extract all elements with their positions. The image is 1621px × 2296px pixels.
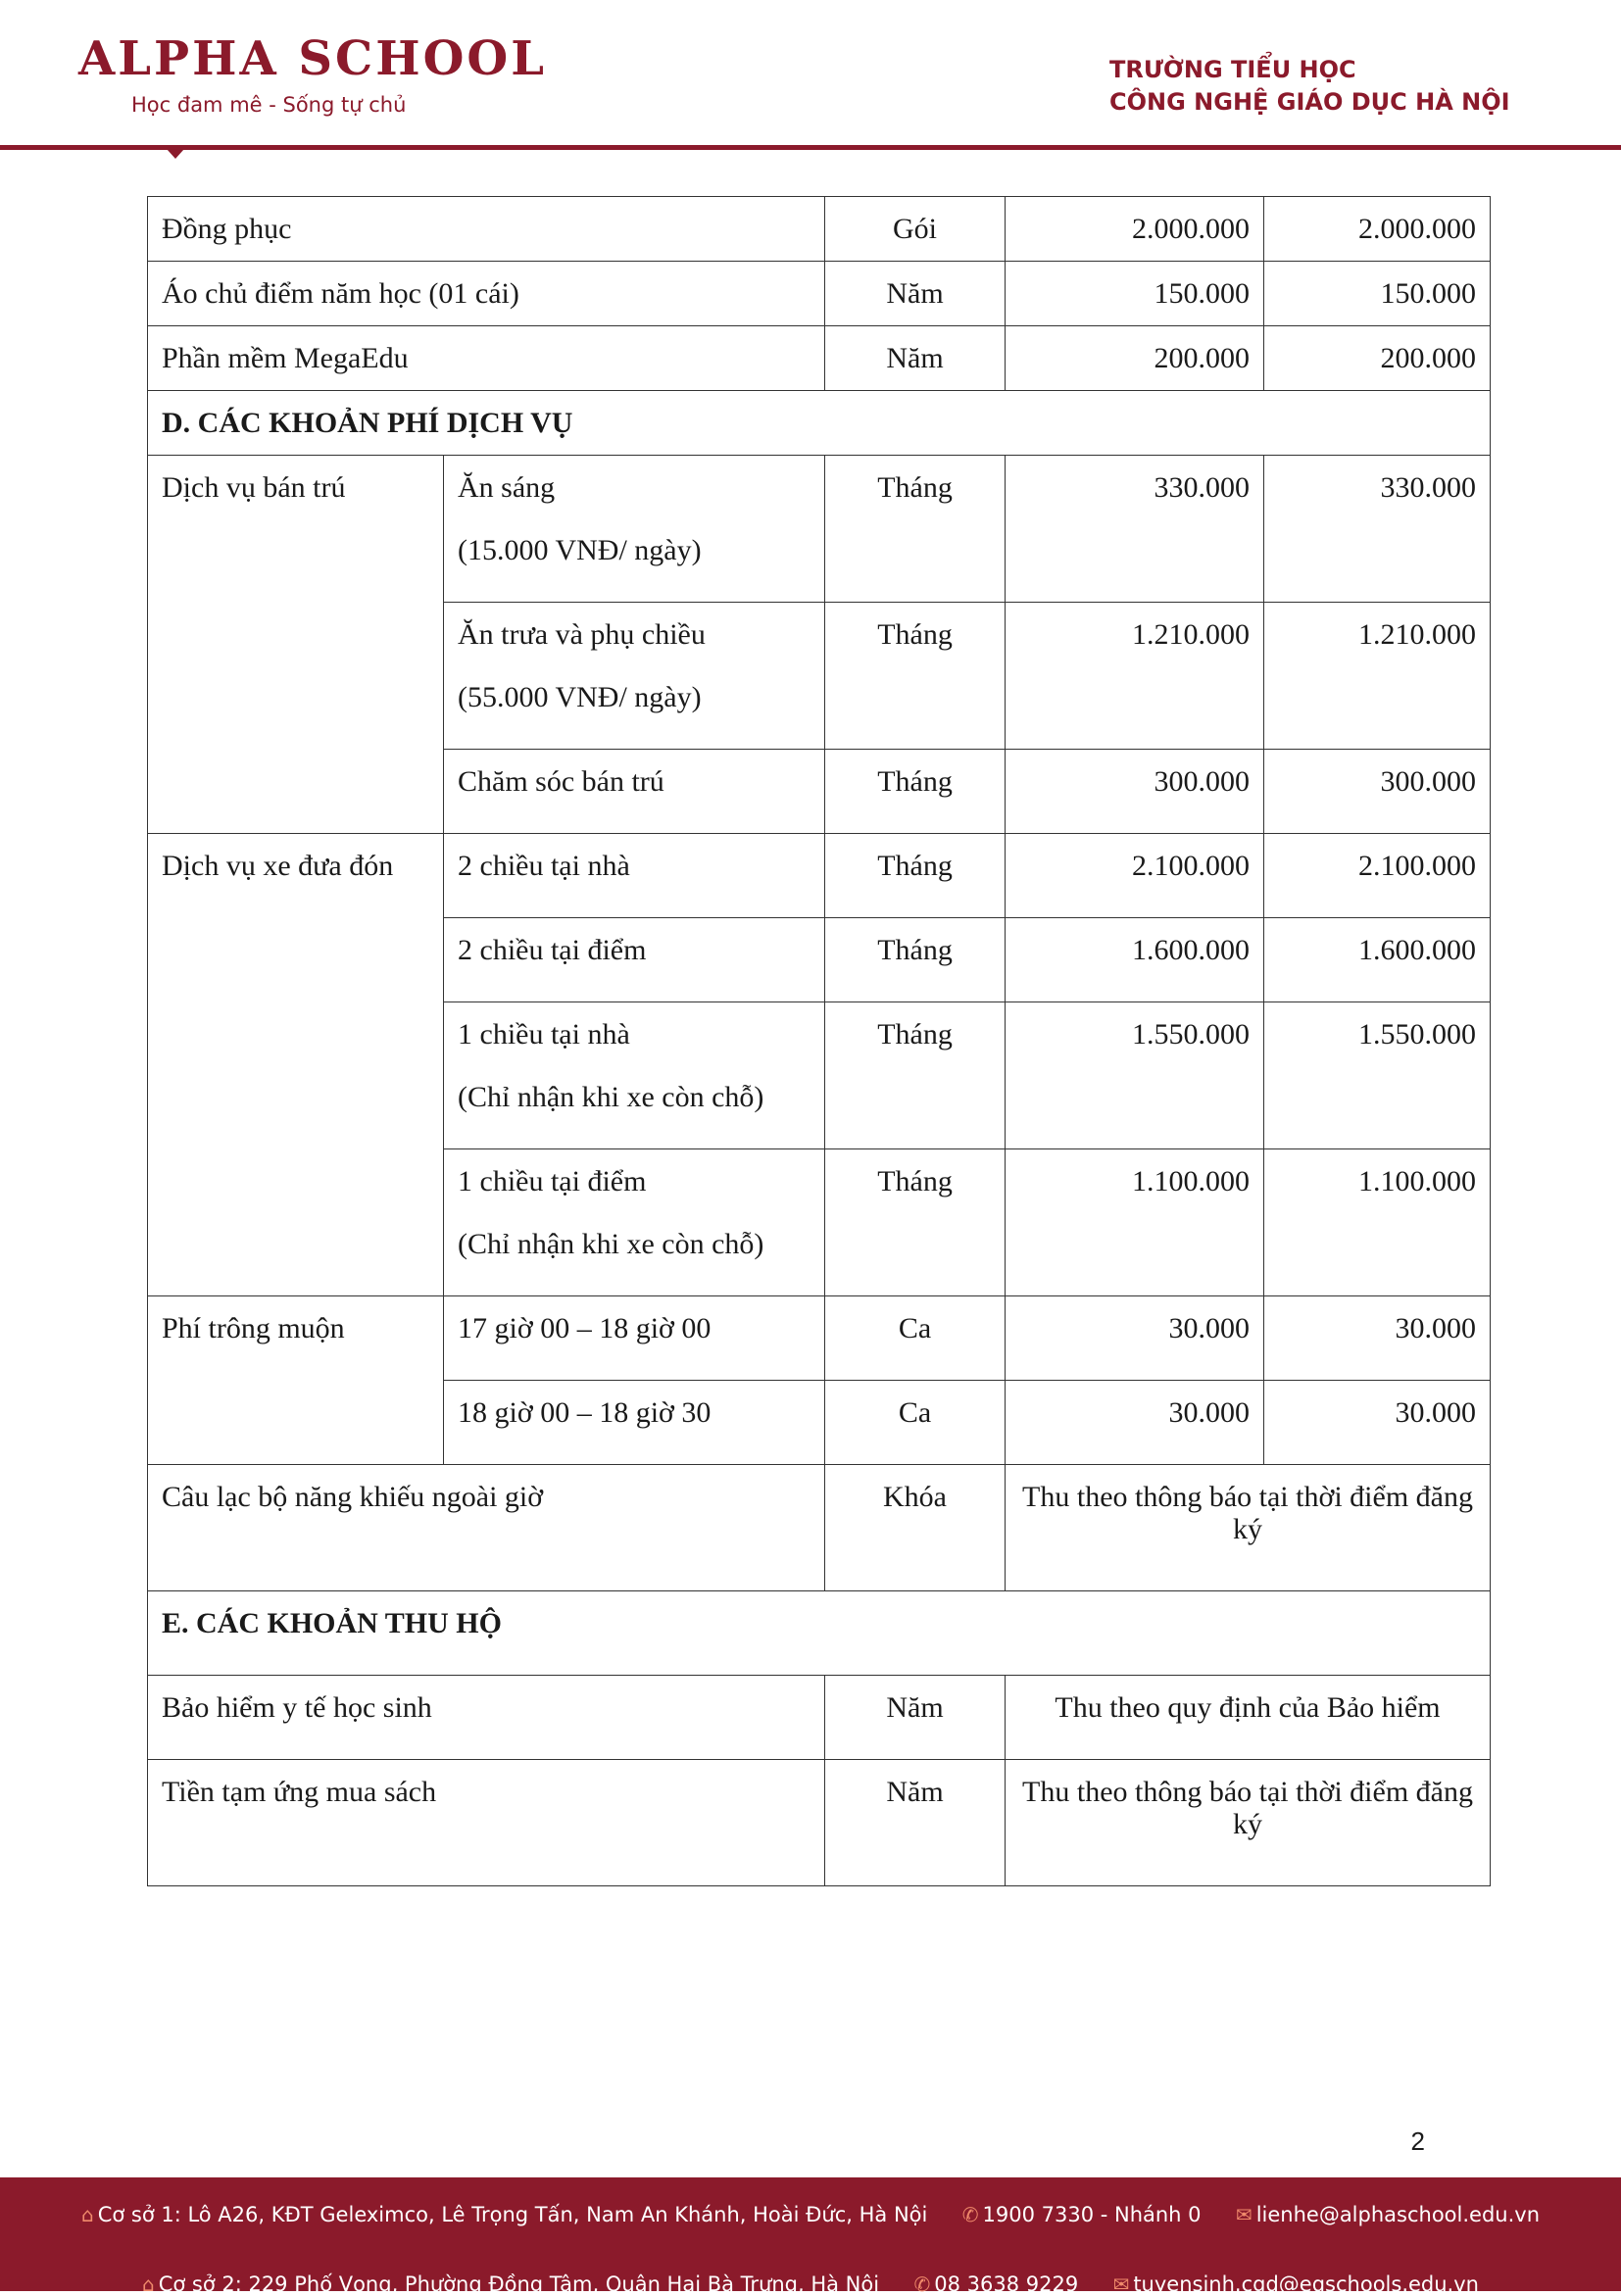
fee-group-label: Phí trông muộn [148, 1296, 444, 1465]
fee-group-label: Dịch vụ bán trú [148, 456, 444, 834]
fee-amount: 330.000 [1006, 456, 1264, 603]
fee-unit: Năm [825, 1760, 1006, 1886]
fee-item-note: (55.000 VNĐ/ ngày) [458, 681, 702, 713]
fee-item-name: 1 chiều tại điểm [458, 1165, 647, 1197]
page-number: 2 [1410, 2126, 1425, 2156]
fee-item-name: Ăn trưa và phụ chiều [458, 618, 706, 651]
fee-item-label: Chăm sóc bán trú [444, 750, 825, 834]
fee-amount: 1.100.000 [1264, 1149, 1491, 1296]
table-row [148, 1465, 1491, 1591]
fee-amount: 2.100.000 [1264, 834, 1491, 918]
table-row [148, 197, 1491, 262]
fee-unit: Năm [825, 1676, 1006, 1760]
campus-1-email[interactable]: lienhe@alphaschool.edu.vn [1255, 2203, 1541, 2226]
campus-2-phone: 08 3638 9229 [934, 2272, 1079, 2296]
school-name-line-1: TRƯỜNG TIỂU HỌC [1109, 56, 1356, 83]
section-heading-d: D. CÁC KHOẢN PHÍ DỊCH VỤ [148, 391, 1491, 456]
fee-item-label: Bảo hiểm y tế học sinh [148, 1676, 825, 1760]
school-name-line-2: CÔNG NGHỆ GIÁO DỤC HÀ NỘI [1109, 88, 1510, 116]
table-row [148, 262, 1491, 326]
fee-item-label: 2 chiều tại điểm [444, 918, 825, 1002]
footer-campus-1-line [0, 2203, 1621, 2226]
fee-unit: Khóa [825, 1465, 1006, 1591]
fee-unit: Ca [825, 1381, 1006, 1465]
table-row [148, 326, 1491, 391]
fee-item-note: (Chỉ nhận khi xe còn chỗ) [458, 1081, 764, 1113]
fee-amount: 150.000 [1264, 262, 1491, 326]
section-row [148, 1591, 1491, 1676]
fee-amount: 30.000 [1006, 1296, 1264, 1381]
header-divider [0, 145, 1621, 150]
fee-amount: 1.100.000 [1006, 1149, 1264, 1296]
fee-item-label: Phần mềm MegaEdu [148, 326, 825, 391]
fee-item-label [444, 603, 825, 750]
fee-amount: 2.000.000 [1264, 197, 1491, 262]
school-slogan: Học đam mê - Sống tự chủ [131, 93, 407, 117]
school-logo-name: ALPHA SCHOOL [78, 31, 547, 86]
fee-item-note: (Chỉ nhận khi xe còn chỗ) [458, 1228, 764, 1260]
fee-amount: 1.210.000 [1264, 603, 1491, 750]
fee-item-label [444, 456, 825, 603]
fee-note: Thu theo thông báo tại thời điểm đăng ký [1006, 1465, 1491, 1591]
fee-amount: 1.550.000 [1264, 1002, 1491, 1149]
fee-amount: 1.600.000 [1264, 918, 1491, 1002]
mail-icon: ✉ [1112, 2272, 1130, 2296]
fee-item-name: 1 chiều tại nhà [458, 1018, 630, 1050]
table-row [148, 456, 1491, 603]
mail-icon: ✉ [1235, 2203, 1253, 2226]
fee-amount: 1.600.000 [1006, 918, 1264, 1002]
fee-item-name: Ăn sáng [458, 471, 556, 504]
fee-amount: 150.000 [1006, 262, 1264, 326]
table-row [148, 1760, 1491, 1886]
section-row [148, 391, 1491, 456]
fee-item-label: Tiền tạm ứng mua sách [148, 1760, 825, 1886]
fee-item-label: 2 chiều tại nhà [444, 834, 825, 918]
fee-unit: Tháng [825, 1002, 1006, 1149]
fee-amount: 330.000 [1264, 456, 1491, 603]
fee-table [147, 196, 1491, 1886]
fee-amount: 2.000.000 [1006, 197, 1264, 262]
fee-item-note: (15.000 VNĐ/ ngày) [458, 534, 702, 566]
fee-note: Thu theo thông báo tại thời điểm đăng ký [1006, 1760, 1491, 1886]
section-heading-e: E. CÁC KHOẢN THU HỘ [148, 1591, 1491, 1676]
fee-item-label: 18 giờ 00 – 18 giờ 30 [444, 1381, 825, 1465]
home-icon: ⌂ [80, 2203, 94, 2226]
fee-amount: 300.000 [1264, 750, 1491, 834]
fee-amount: 200.000 [1264, 326, 1491, 391]
footer-campus-2-line [0, 2272, 1621, 2296]
campus-1-address: Cơ sở 1: Lô A26, KĐT Geleximco, Lê Trọng Tấn, Nam An Khánh, Hoài Đức, Hà Nội [97, 2203, 928, 2226]
fee-unit: Gói [825, 197, 1006, 262]
phone-icon: ✆ [961, 2203, 979, 2226]
campus-2-email[interactable]: tuyensinh.cgd@eqschools.edu.vn [1133, 2272, 1479, 2296]
fee-amount: 30.000 [1006, 1381, 1264, 1465]
fee-unit: Ca [825, 1296, 1006, 1381]
fee-amount: 30.000 [1264, 1296, 1491, 1381]
fee-unit: Tháng [825, 1149, 1006, 1296]
fee-item-label: Câu lạc bộ năng khiếu ngoài giờ [148, 1465, 825, 1591]
fee-item-label: Đồng phục [148, 197, 825, 262]
fee-item-label [444, 1149, 825, 1296]
fee-item-label: Áo chủ điểm năm học (01 cái) [148, 262, 825, 326]
fee-note: Thu theo quy định của Bảo hiểm [1006, 1676, 1491, 1760]
phone-icon: ✆ [913, 2272, 931, 2296]
fee-unit: Tháng [825, 834, 1006, 918]
fee-amount: 2.100.000 [1006, 834, 1264, 918]
fee-unit: Tháng [825, 750, 1006, 834]
fee-item-label [444, 1002, 825, 1149]
fee-unit: Năm [825, 326, 1006, 391]
fee-amount: 200.000 [1006, 326, 1264, 391]
school-full-name [1109, 54, 1560, 119]
fee-unit: Tháng [825, 456, 1006, 603]
fee-group-label: Dịch vụ xe đưa đón [148, 834, 444, 1296]
fee-unit: Tháng [825, 603, 1006, 750]
fee-amount: 30.000 [1264, 1381, 1491, 1465]
table-row [148, 1296, 1491, 1381]
fee-amount: 1.550.000 [1006, 1002, 1264, 1149]
header-divider-notch [167, 149, 184, 159]
fee-unit: Năm [825, 262, 1006, 326]
campus-1-phone: 1900 7330 - Nhánh 0 [982, 2203, 1202, 2226]
table-row [148, 1676, 1491, 1760]
campus-2-address: Cơ sở 2: 229 Phố Vọng, Phường Đồng Tâm, Quận Hai Bà Trưng, Hà Nội [158, 2272, 880, 2296]
table-row [148, 834, 1491, 918]
home-icon: ⌂ [142, 2272, 155, 2296]
fee-item-label: 17 giờ 00 – 18 giờ 00 [444, 1296, 825, 1381]
fee-unit: Tháng [825, 918, 1006, 1002]
footer-bar [0, 2177, 1621, 2296]
fee-amount: 300.000 [1006, 750, 1264, 834]
fee-amount: 1.210.000 [1006, 603, 1264, 750]
